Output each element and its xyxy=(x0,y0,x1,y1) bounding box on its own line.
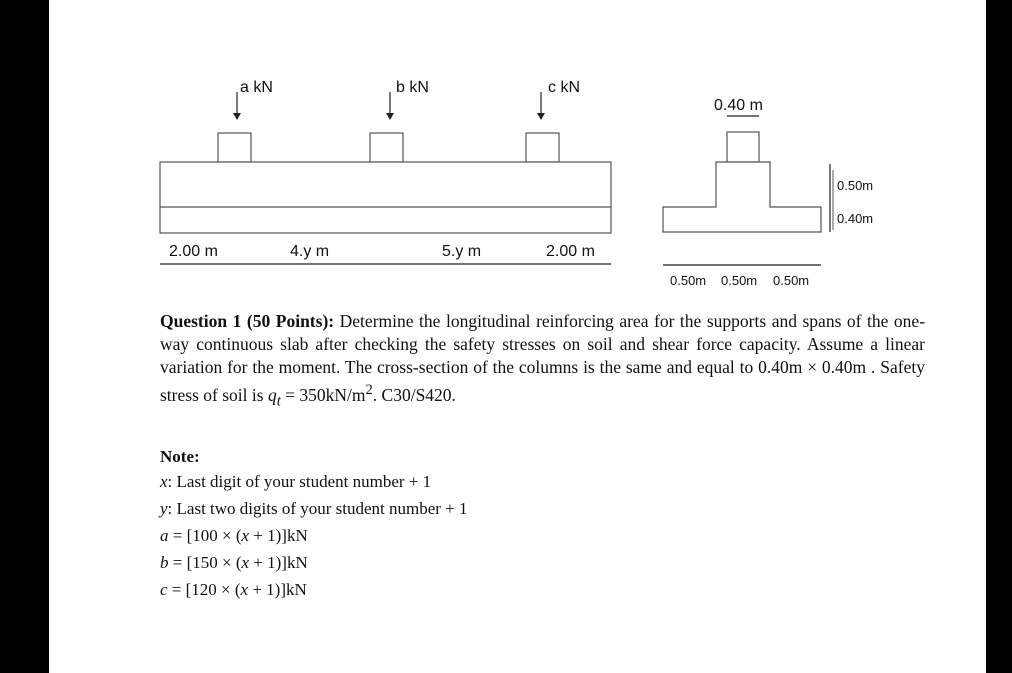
arrowhead xyxy=(233,113,241,120)
formula-unit: kN xyxy=(286,553,308,573)
load-label-b: b kN xyxy=(396,79,429,96)
column-width-label: 0.40 m xyxy=(714,97,763,114)
width-label-1: 0.50m xyxy=(670,273,707,288)
y-definition: : Last two digits of your student number + 1 xyxy=(167,499,468,519)
span-label-3: 5.y m xyxy=(442,243,482,260)
formula-unit: kN xyxy=(286,580,307,600)
formula-coef: = [120 × ( xyxy=(171,580,241,600)
load-label-a: a kN xyxy=(240,79,273,96)
question-heading: Question 1 (50 Points): xyxy=(160,311,335,331)
question-body: Determine the longitudinal reinforcing area for the supports and spans of the one-way continuous slab after checking the safety stresses on soil and shear force capacity. Assume a linear variation for the moment. The cross-section of the columns is the same and equal to 0.40m × 0.40m . Safety stress of soil is xyxy=(160,311,926,405)
soil-value: = 350kN/m xyxy=(285,384,366,405)
arrowhead xyxy=(537,113,545,120)
document-page xyxy=(49,0,986,673)
question-text-block xyxy=(160,310,925,603)
formula-var: c xyxy=(160,580,168,600)
var-x: x xyxy=(160,472,168,492)
column-stub xyxy=(526,133,559,162)
slab-diagram xyxy=(49,0,986,300)
section-footing xyxy=(663,162,821,232)
formula-c xyxy=(160,576,925,603)
height-label-bottom: 0.40m xyxy=(837,211,874,226)
formula-rest: + 1)] xyxy=(249,553,287,573)
span-label-1: 2.00 m xyxy=(169,243,218,260)
formula-coef: = [150 × ( xyxy=(172,553,242,573)
question-tail: . C30/S420. xyxy=(372,384,456,405)
soil-subscript: t xyxy=(276,393,281,410)
formula-x: x xyxy=(241,526,250,546)
height-label-top: 0.50m xyxy=(837,178,874,193)
note-x-line xyxy=(160,468,925,495)
arrowhead xyxy=(386,113,394,120)
width-label-2: 0.50m xyxy=(721,273,758,288)
x-definition: : Last digit of your student number + 1 xyxy=(167,472,432,492)
var-y: y xyxy=(160,499,168,519)
formula-unit: kN xyxy=(286,526,308,546)
formula-rest: + 1)] xyxy=(249,526,287,546)
note-block xyxy=(160,446,925,603)
column-stub xyxy=(218,133,251,162)
width-label-3: 0.50m xyxy=(773,273,810,288)
column-stub xyxy=(370,133,403,162)
question-paragraph xyxy=(160,310,925,413)
formula-b xyxy=(160,549,925,576)
section-column xyxy=(727,132,759,162)
formula-var: a xyxy=(160,526,169,546)
footing-slab xyxy=(160,162,611,233)
soil-exponent: 2 xyxy=(365,382,373,398)
formula-a xyxy=(160,522,925,549)
soil-variable: q xyxy=(267,384,277,405)
span-label-2: 4.y m xyxy=(290,243,330,260)
note-y-line xyxy=(160,495,925,522)
note-heading: Note: xyxy=(160,447,200,467)
formula-x: x xyxy=(241,553,250,573)
formula-var: b xyxy=(160,553,169,573)
span-label-4: 2.00 m xyxy=(546,243,595,260)
formula-x: x xyxy=(240,580,249,600)
load-label-c: c kN xyxy=(548,79,580,96)
formula-rest: + 1)] xyxy=(248,580,287,600)
formula-coef: = [100 × ( xyxy=(172,526,242,546)
